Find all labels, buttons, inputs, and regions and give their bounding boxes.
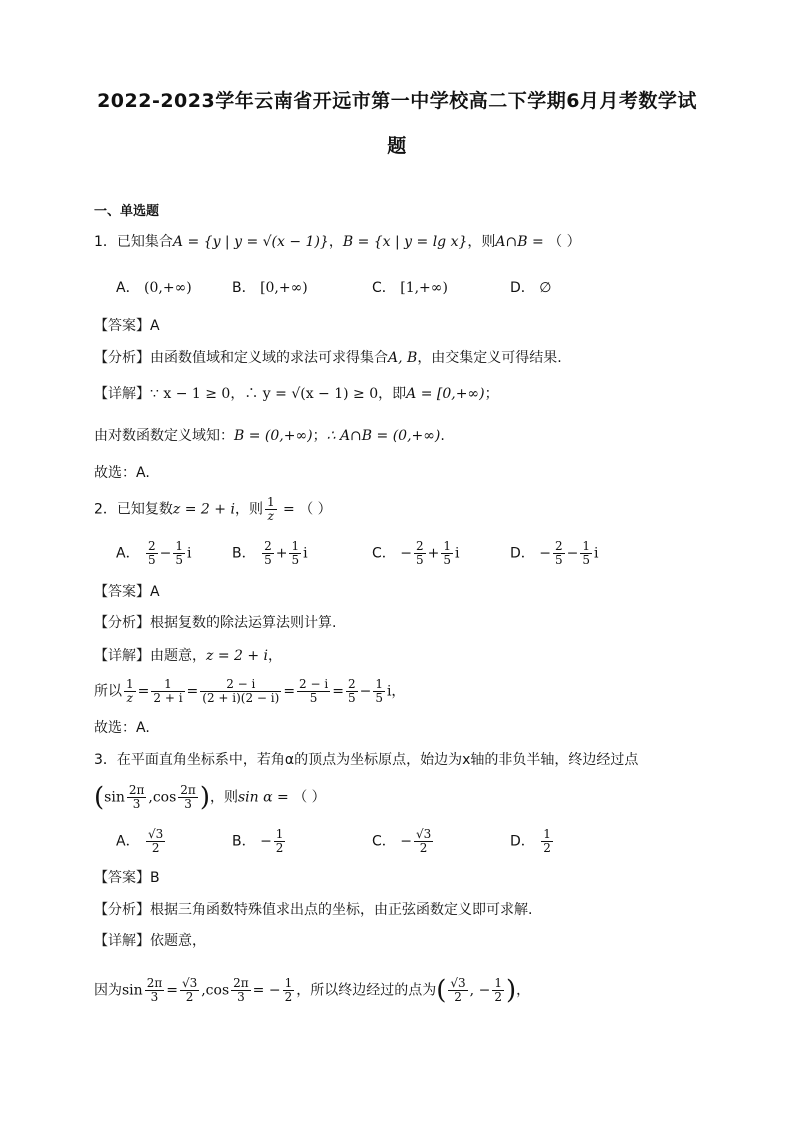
q1-stem-c: = （ ） [527, 234, 581, 250]
question-3-stem: 3．在平面直角坐标系中，若角α的顶点为坐标原点，始边为x轴的非负半轴，终边经过点 [94, 752, 639, 768]
q2-detail: 【详解】由题意，z = 2 + i， [94, 648, 283, 664]
question-3-stem-point: (sin $\frac{2\pi}{3}$ ,cos $\frac{2\pi}{3}$ )，则sin α = （ ） [94, 782, 326, 813]
question-2-stem: 2．已知复数z = 2 + i，则 $\frac{1}{z}$ = （ ） [94, 495, 332, 523]
q1-choose: 故选：A. [94, 465, 150, 481]
q1-sep: ， [328, 234, 343, 250]
q1-set-a: A = {y | y = √(x − 1)} [172, 234, 329, 250]
q2-option-b: B． $\frac{2}{5}$ + $\frac{1}{5}$ i [232, 539, 308, 567]
q1-option-c: C． [1,+∞) [372, 280, 448, 296]
q1-stem-b: ，则 [467, 234, 496, 250]
q1-expr: A∩B [495, 234, 528, 250]
q2-option-a: A． $\frac{2}{5}$ − $\frac{1}{5}$ i [116, 539, 192, 567]
question-1-stem [94, 230, 581, 254]
q3-detail: 【详解】依题意， [94, 933, 206, 949]
q2-analysis: 【分析】根据复数的除法运算法则计算. [94, 615, 337, 631]
page-title: 2022-2023学年云南省开远市第一中学校高二下学期6月月考数学试 [97, 90, 697, 112]
page-title-continued: 题 [387, 135, 407, 157]
section-heading: 一、单选题 [94, 204, 160, 219]
q3-option-c: C． − $\frac{√3}{2}$ [372, 827, 432, 855]
q3-option-b: B． − $\frac{1}{2}$ [232, 827, 284, 855]
q2-option-d: D． − $\frac{2}{5}$ − $\frac{1}{5}$ i [510, 539, 599, 567]
q1-option-a: A． (0,+∞) [116, 280, 192, 296]
q1-analysis: 【分析】由函数值域和定义域的求法可求得集合A, B，由交集定义可得结果. [94, 350, 562, 366]
q2-detail-calc: 所以 $\frac{1}{z}$ = $\frac{1}{2 + i}$ = $\frac{2 - i}{(2 + i)(2 - i)}$ = $\frac{2 - i}{5}$ = $\frac{2}{5}$ − $\frac{1}{5}$ i， [94, 677, 406, 705]
q1-stem-a: 1．已知集合 [94, 234, 173, 250]
q3-option-d: D． $\frac{1}{2}$ [510, 827, 551, 855]
q2-choose: 故选：A. [94, 720, 150, 736]
q1-answer: 【答案】A [94, 318, 160, 334]
q1-option-d: D． ∅ [510, 280, 552, 296]
q3-option-a: A． $\frac{√3}{2}$ [116, 827, 164, 855]
q1-option-b: B． [0,+∞) [232, 280, 308, 296]
q1-detail: 【详解】∵ x − 1 ≥ 0，∴ y = √(x − 1) ≥ 0，即A = [0,+∞)； [94, 386, 499, 402]
q2-answer: 【答案】A [94, 584, 160, 600]
q3-answer: 【答案】B [94, 870, 160, 886]
q3-analysis: 【分析】根据三角函数特殊值求出点的坐标，由正弦函数定义即可求解. [94, 902, 533, 918]
q1-detail-2: 由对数函数定义域知：B = (0,+∞)；∴ A∩B = (0,+∞). [94, 428, 445, 444]
q3-detail-calc: 因为sin $\frac{2\pi}{3}$ = $\frac{√3}{2}$ ,cos $\frac{2\pi}{3}$ = − $\frac{1}{2}$ ，所以终边经过的点为( $\frac{√3}{2}$ , − $\frac{1}{2}$ )， [94, 975, 531, 1006]
q2-option-c: C． − $\frac{2}{5}$ + $\frac{1}{5}$ i [372, 539, 460, 567]
q1-set-b: B = {x | y = lg x} [342, 234, 468, 250]
